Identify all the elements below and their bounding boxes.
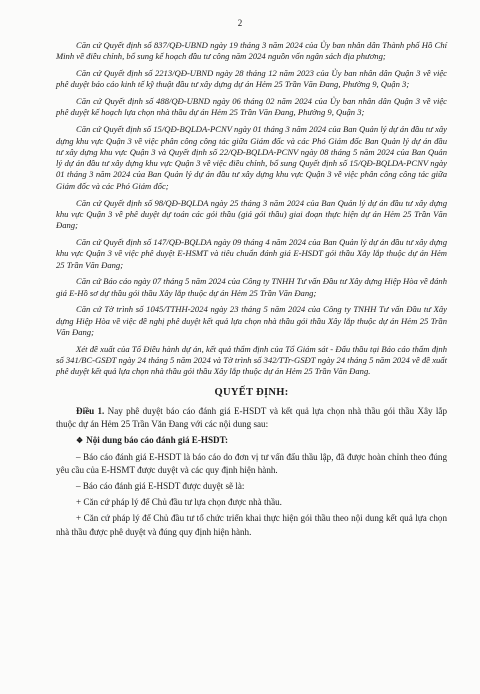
- basis-paragraph: Căn cứ Quyết định số 837/QĐ-UBND ngày 19 tháng 3 năm 2024 của Ủy ban nhân dân Thành phố Hồ Chí Minh về điều chỉnh, bổ sung kế hoạch đầu tư công năm 2024 nguồn vốn ngân sách địa phương;: [56, 40, 447, 62]
- list-item: – Báo cáo đánh giá E-HSDT được duyệt sẽ là:: [76, 481, 245, 492]
- basis-paragraph: Căn cứ Quyết định số 98/QĐ-BQLDA ngày 25 tháng 3 năm 2024 của Ban Quản lý dự án đầu tư xây dựng khu vực Quận 3 về phê duyệt dự toán các gói thầu (giá gói thầu) giai đoạn thực hiện dự án Hẻm 25 Trần Văn Đang;: [56, 197, 447, 231]
- basis-paragraph: Căn cứ Quyết định số 147/QĐ-BQLDA ngày 09 tháng 4 năm 2024 của Ban Quản lý dự án đầu tư xây dựng khu vực Quận 3 về việc phê duyệt E-HSMT và tiêu chuẩn đánh giá E-HSDT gói thầu Xây lắp thuộc dự án Hẻm 25 Trần Văn Đang;: [56, 236, 447, 270]
- decision-body: [56, 405, 447, 540]
- section-heading-text: Nội dung báo cáo đánh giá E-HSDT:: [86, 435, 229, 446]
- basis-paragraph: Căn cứ Quyết định số 15/QĐ-BQLDA-PCNV ngày 01 tháng 3 năm 2024 của Ban Quản lý dự án đầu tư xây dựng khu vực Quận 3 về việc phân công công tác giữa Giám đốc và các Phó Giám đốc Ban Quản lý dự án đầu tư xây dựng khu vực Quận 3 và Quyết định số 22/QĐ-BQLDA-PCNV ngày 08 tháng 5 năm 2024 của Ban Quản lý dự án đầu tư xây dựng khu vực Quận 3 về việc điều chỉnh, bổ sung Quyết định số 15/QĐ-BQLDA-PCNV ngày 01 tháng 3 năm 2024 của Ban Quản lý dự án đầu tư xây dựng khu vực Quận 3 về việc phân công công tác giữa Giám đốc và các Phó Giám đốc;: [56, 124, 447, 191]
- diamond-bullet-icon: ❖: [76, 436, 84, 446]
- decision-heading: QUYẾT ĐỊNH:: [214, 386, 289, 398]
- legal-basis-section: [56, 40, 447, 378]
- basis-paragraph: Căn cứ Quyết định số 488/QĐ-UBND ngày 06 tháng 02 năm 2024 của Ủy ban nhân dân Quận 3 về việc phê duyệt kế hoạch lựa chọn nhà thầu dự án Hẻm 25 Trần Văn Đang, Phường 9, Quận 3;: [56, 96, 447, 118]
- basis-paragraph: Xét đề xuất của Tổ Điều hành dự án, kết quả thẩm định của Tổ Giám sát - Đấu thầu tại Báo cáo thẩm định số 341/BC-GSĐT ngày 24 tháng 5 năm 2024 và Tờ trình số 342/TTr-GSĐT ngày 24 tháng 5 năm 2024 về đề xuất phê duyệt kết quả lựa chọn nhà thầu gói thầu Xây lắp thuộc dự án Hẻm 25 Trần Văn Đang.: [56, 343, 447, 377]
- page-number: 2: [237, 18, 243, 28]
- section-heading: [56, 434, 447, 448]
- list-item: + Căn cứ pháp lý để Chủ đầu tư tổ chức triển khai thực hiện gói thầu theo nội dung kết quả lựa chọn nhà thầu được phê duyệt và đúng quy định hiện hành.: [56, 513, 447, 537]
- document-body: [56, 40, 447, 542]
- basis-paragraph: Căn cứ Quyết định số 2213/QĐ-UBND ngày 28 tháng 12 năm 2023 của Ủy ban nhân dân Quận 3 về việc phê duyệt báo cáo kinh tế kỹ thuật đầu tư xây dựng dự án Hẻm 25 Trần Văn Đang, Phường 9, Quận 3;: [56, 68, 447, 90]
- article-1: [56, 405, 447, 432]
- list-item: + Căn cứ pháp lý để Chủ đầu tư lựa chọn được nhà thầu.: [76, 497, 282, 508]
- article-1-text: Nay phê duyệt báo cáo đánh giá E-HSDT và kết quả lựa chọn nhà thầu gói thầu Xây lắp thuộc dự án Hẻm 25 Trần Văn Đang với các nội dung sau:: [56, 405, 448, 430]
- basis-paragraph: Căn cứ Tờ trình số 1045/TTHH-2024 ngày 23 tháng 5 năm 2024 của Công ty TNHH Tư vấn Đầu tư Xây dựng Hiệp Hòa về việc đề nghị phê duyệt kết quả lựa chọn nhà thầu gói thầu Xây lắp thuộc dự án Hẻm 25 Trần Văn Đang;: [56, 304, 447, 338]
- list-item: – Báo cáo đánh giá E-HSDT là báo cáo do đơn vị tư vấn đấu thầu lập, đã được hoàn chỉnh theo đúng yêu cầu của E-HSMT được duyệt và các quy định hiện hành.: [56, 451, 447, 476]
- article-1-label: Điều 1.: [76, 405, 105, 416]
- basis-paragraph: Căn cứ Báo cáo ngày 07 tháng 5 năm 2024 của Công ty TNHH Tư vấn Đầu tư Xây dựng Hiệp Hòa về đánh giá E-Hồ sơ dự thầu gói thầu Xây lắp thuộc dự án Hẻm 25 Trần Văn Đang;: [56, 276, 447, 298]
